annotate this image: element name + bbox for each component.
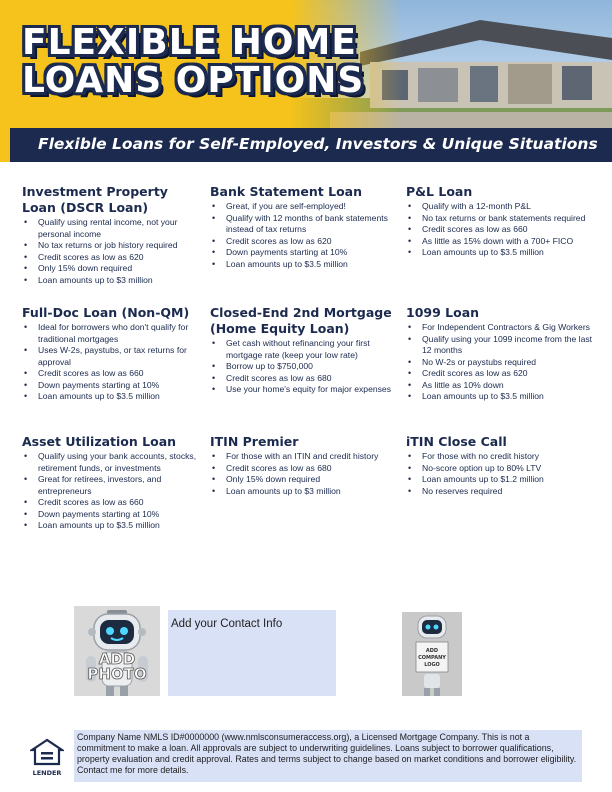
loan-card-itin-close-call (406, 434, 602, 497)
bullet: • No tax returns or bank statements required (406, 213, 602, 225)
loan-title: P&L Loan (406, 184, 473, 199)
loan-bullets (406, 201, 602, 259)
loan-card-pl (406, 184, 602, 259)
band-accent (0, 128, 10, 162)
title-line-1: FLEXIBLE HOME (22, 22, 357, 63)
bullet: • Only 15% down required (210, 474, 400, 486)
robot-icon (74, 606, 160, 696)
bullet: • Down payments starting at 10% (22, 380, 200, 392)
bullet: • No W-2s or paystubs required (406, 357, 602, 369)
bullet: • Great, if you are self-employed! (210, 201, 400, 213)
bullet: • For those with no credit history (406, 451, 602, 463)
logo-label-3: LOGO (424, 662, 440, 668)
robot-logo-icon (402, 612, 462, 696)
loan-card-dscr (22, 184, 200, 286)
disclaimer-text: Company Name NMLS ID#0000000 (www.nmlsconsumeraccess.org), a Licensed Mortgage Company. This is not a commitment to make a loan. All approvals are subject to underwriting guidelines. Loans subject to borrower qualifications, property evaluation and credit approval. Rates and terms subject to change based on market conditions and borrower eligibility. Contact me for more details. (77, 732, 577, 775)
contact-info-box[interactable] (168, 610, 336, 696)
bullet: • As little as 10% down (406, 380, 602, 392)
bullet: • No-score option up to 80% LTV (406, 463, 602, 475)
bullet: • Credit scores as low as 620 (22, 252, 200, 264)
bullet: • Qualify using rental income, not your personal income (22, 217, 200, 240)
bullet: • Down payments starting at 10% (22, 509, 200, 521)
loan-card-itin-premier (210, 434, 400, 497)
bullet: • Down payments starting at 10% (210, 247, 400, 259)
bullet: • Ideal for borrowers who don't qualify for traditional mortgages (22, 322, 200, 345)
subtitle: Flexible Loans for Self-Employed, Investors & Unique Situations (38, 135, 598, 153)
bullet: • As little as 15% down with a 700+ FICO (406, 236, 602, 248)
bullet: • Borrow up to $750,000 (210, 361, 400, 373)
loan-title: Full-Doc Loan (Non-QM) (22, 305, 190, 320)
bullet: • Credit scores as low as 680 (210, 463, 400, 475)
equal-housing-lender-icon (30, 738, 64, 778)
bullet: • Uses W-2s, paystubs, or tax returns for approval (22, 345, 200, 368)
loan-card-closed-end-2nd (210, 305, 400, 396)
bullet: • Loan amounts up to $3.5 million (210, 259, 400, 271)
bullet: • Loan amounts up to $3.5 million (406, 391, 602, 403)
title-line-2: LOANS OPTIONS (22, 60, 365, 101)
loan-title: Closed-End 2nd Mortgage (Home Equity Loan) (210, 305, 392, 336)
bullet: • Get cash without refinancing your first mortgage rate (keep your low rate) (210, 338, 400, 361)
loan-bullets (406, 451, 602, 497)
bullet: • Only 15% down required (22, 263, 200, 275)
loan-title: 1099 Loan (406, 305, 480, 320)
hero-banner (0, 0, 612, 130)
loan-title: ITIN Premier (210, 434, 299, 449)
bullet: • Loan amounts up to $3.5 million (406, 247, 602, 259)
bullet: • Credit scores as low as 620 (406, 368, 602, 380)
loan-bullets (210, 338, 400, 396)
bullet: • Qualify with 12 months of bank statements instead of tax returns (210, 213, 400, 236)
loan-card-1099 (406, 305, 602, 403)
loan-bullets (22, 451, 200, 532)
loan-bullets (210, 201, 400, 270)
bullet: • Credit scores as low as 660 (22, 368, 200, 380)
bullet: • For those with an ITIN and credit history (210, 451, 400, 463)
bullet: • Loan amounts up to $3 million (210, 486, 400, 498)
bullet: • Qualify using your 1099 income from the last 12 months (406, 334, 602, 357)
bullet: • Credit scores as low as 620 (210, 236, 400, 248)
loan-bullets (210, 451, 400, 497)
add-company-logo-placeholder[interactable] (402, 612, 462, 696)
loan-bullets (22, 217, 200, 286)
add-photo-label-2: PHOTO (87, 665, 147, 683)
loan-card-asset-utilization (22, 434, 200, 532)
page-title (22, 24, 402, 100)
bullet: • Credit scores as low as 660 (22, 497, 200, 509)
bullet: • Loan amounts up to $1.2 million (406, 474, 602, 486)
loan-title: Bank Statement Loan (210, 184, 363, 199)
bullet: • No reserves required (406, 486, 602, 498)
bullet: • Great for retirees, investors, and entrepreneurs (22, 474, 200, 497)
loan-card-bank-statement (210, 184, 400, 270)
loan-card-full-doc (22, 305, 200, 403)
loan-bullets (22, 322, 200, 403)
loan-title: iTIN Close Call (406, 434, 507, 449)
bullet: • Loan amounts up to $3 million (22, 275, 200, 287)
add-photo-label-1: ADD (98, 650, 136, 668)
bullet: • Qualify with a 12-month P&L (406, 201, 602, 213)
bullet: • Loan amounts up to $3.5 million (22, 520, 200, 532)
bullet: • Qualify using your bank accounts, stocks, retirement funds, or investments (22, 451, 200, 474)
loan-title: Investment Property Loan (DSCR Loan) (22, 184, 168, 215)
bullet: • No tax returns or job history required (22, 240, 200, 252)
ehl-label: LENDER (32, 769, 62, 777)
add-photo-placeholder[interactable] (74, 606, 160, 696)
loan-bullets (406, 322, 602, 403)
bullet: • For Independent Contractors & Gig Workers (406, 322, 602, 334)
logo-label-1: ADD (425, 648, 439, 654)
bullet: • Credit scores as low as 680 (210, 373, 400, 385)
contact-placeholder: Add your Contact Info (171, 618, 283, 630)
logo-label-2: COMPANY (418, 655, 446, 661)
bullet: • Loan amounts up to $3.5 million (22, 391, 200, 403)
subtitle-band (0, 128, 612, 162)
loan-title: Asset Utilization Loan (22, 434, 177, 449)
bullet: • Credit scores as low as 660 (406, 224, 602, 236)
bullet: • Use your home's equity for major expenses (210, 384, 400, 396)
disclaimer-box (74, 730, 582, 782)
